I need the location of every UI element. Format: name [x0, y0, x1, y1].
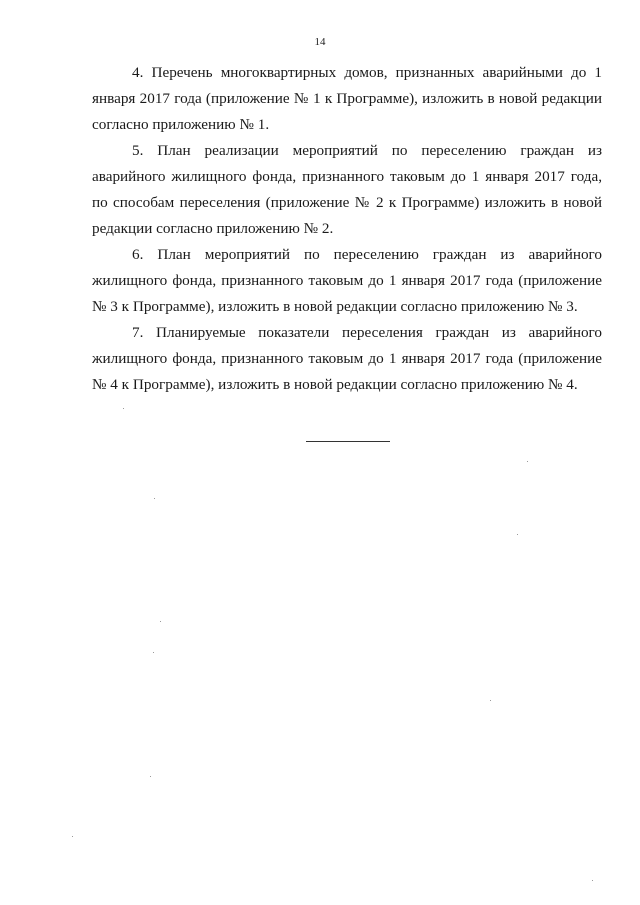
- scan-speck: [160, 621, 161, 622]
- page-number: 14: [314, 36, 326, 48]
- scan-speck: [153, 652, 154, 653]
- closing-separator-line: [306, 441, 390, 442]
- scan-speck: [123, 408, 124, 409]
- scan-speck: [72, 836, 73, 837]
- scan-speck: [592, 880, 593, 881]
- scan-speck: [490, 700, 491, 701]
- paragraph-item-4: 4. Перечень многоквартирных домов, признанных аварийными до 1 января 2017 года (приложение № 1 к Программе), изложить в новой редакции согласно приложению № 1.: [92, 64, 602, 133]
- scan-speck: [150, 776, 151, 777]
- scan-speck: [527, 461, 528, 462]
- document-body: [92, 60, 602, 398]
- paragraph-item-5: 5. План реализации мероприятий по переселению граждан из аварийного жилищного фонда, признанного таковым до 1 января 2017 года, по способам переселения (приложение № 2 к Программе) изложить в новой редакции согласно приложению № 2.: [92, 142, 602, 237]
- scan-speck: [517, 534, 518, 535]
- paragraph-item-7: 7. Планируемые показатели переселения граждан из аварийного жилищного фонда, признанного таковым до 1 января 2017 года (приложение № 4 к Программе), изложить в новой редакции согласно приложению № 4.: [92, 324, 602, 393]
- paragraph-item-6: 6. План мероприятий по переселению граждан из аварийного жилищного фонда, признанного таковым до 1 января 2017 года (приложение № 3 к Программе), изложить в новой редакции согласно приложению № 3.: [92, 246, 602, 315]
- scan-speck: [154, 498, 155, 499]
